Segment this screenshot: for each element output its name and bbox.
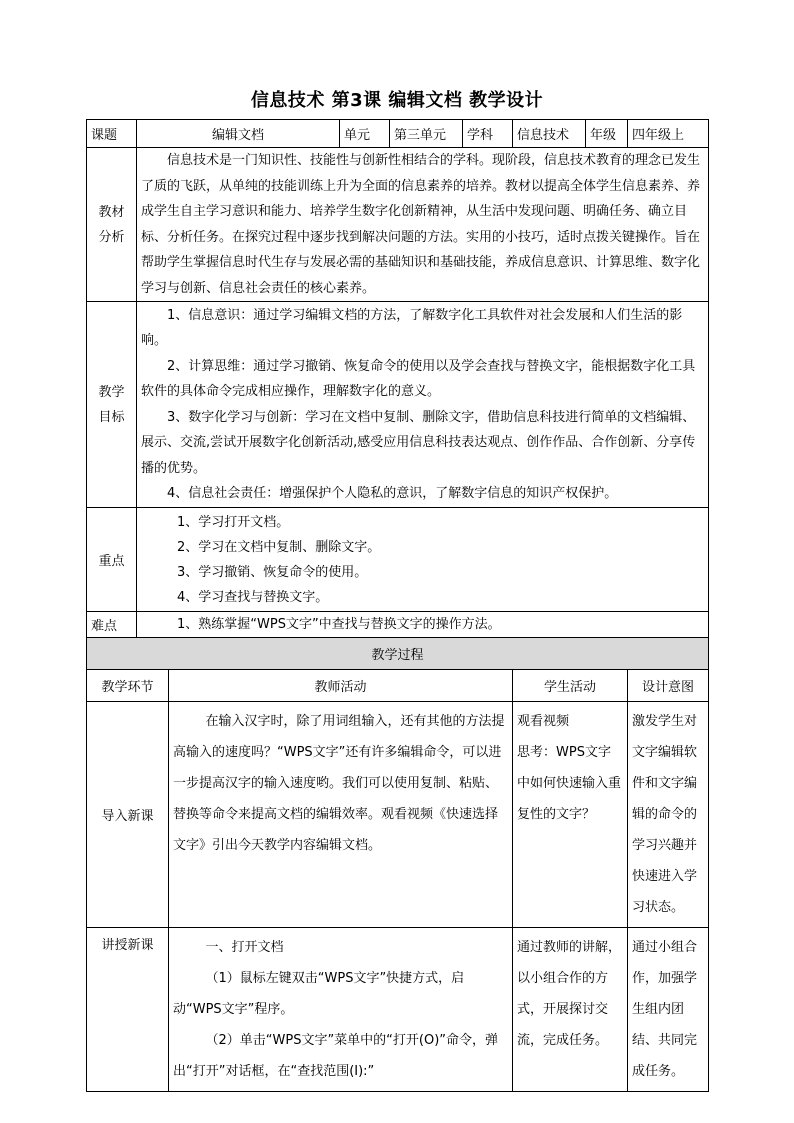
process-columns-row [87,670,709,702]
column-header-intent: 设计意图 [628,670,709,702]
process-header: 教学过程 [87,638,709,670]
grade-value: 四年级上 [628,120,709,148]
key-points-label: 重点 [87,508,137,612]
objectives-list-cell [137,302,709,508]
student-activity-cell [513,702,628,928]
stage-cell: 导入新课 [87,702,169,928]
subject-value: 信息技术 [513,120,586,148]
key-points-row [87,508,709,612]
objectives-label: 教学 目标 [87,302,137,508]
key-point-item: 3、学习撤销、恢复命令的使用。 [177,564,368,580]
grade-label: 年级 [586,120,628,148]
teacher-activity-cell [169,928,513,1092]
design-intent-cell [628,702,709,928]
column-header-student: 学生活动 [513,670,628,702]
key-points-list [137,508,709,612]
teacher-activity-text: （1）鼠标左键双击“WPS文字”快捷方式，启动“WPS文字”程序。 [173,971,465,1017]
process-header-row [87,638,709,670]
unit-value: 第三单元 [390,120,463,148]
analysis-text: 信息技术是一门知识性、技能性与创新性相结合的学科。现阶段，信息技术教育的理念已发生了质的飞跃，从单纯的技能训练上升为全面的信息素养的培养。教材以提高全体学生信息素养、养成学生自主学习意识和能力、培养学生数字化创新精神，从生活中发现问题、明确任务、确立目标、分析任务。在探究过程中逐步找到解决问题的方法。实用的小技巧，适时点拨关键操作。旨在帮助学生掌握信息时代生存与发展必需的基础知识和基础技能，养成信息意识、计算思维、数字化学习与创新、信息社会责任的核心素养。 [141,153,701,296]
analysis-text-cell [137,148,709,302]
lesson-plan-table [86,119,709,1092]
process-row-intro [87,702,709,928]
unit-label: 单元 [340,120,390,148]
key-point-item: 1、学习打开文档。 [177,514,290,530]
teacher-activity-text: 在输入汉字时，除了用词组输入，还有其他的方法提高输入的速度吗？“WPS文字”还有许多编辑命令，可以进一步提高汉字的输入速度哟。我们可以使用复制、粘贴、替换等命令来提高文档的编辑效率。观看视频《快速选择文字》引出今天教学内容编辑文档。 [173,714,505,853]
teacher-activity-text: （2）单击“WPS文字”菜单中的“打开(O)”命令，弹出“打开”对话框，在“查找范围(I):” [173,1033,499,1079]
design-intent-text: 通过小组合作，加强学生组内团结、共同完成任务。 [632,940,698,1079]
topic-label: 课题 [87,120,137,148]
design-intent-text: 激发学生对文字编辑软件和文字编辑的命令的学习兴趣并快速进入学习状态。 [632,714,698,915]
teacher-activity-cell [169,702,513,928]
difficulty-text-cell [137,612,709,638]
objective-item: 4、信息社会责任：增强保护个人隐私的意识，了解数字信息的知识产权保护。 [167,486,618,501]
info-row [87,120,709,148]
student-activity-cell [513,928,628,1092]
subject-label: 学科 [463,120,513,148]
objectives-row [87,302,709,508]
student-activity-text: 观看视频 [517,714,570,729]
objective-item: 1、信息意识：通过学习编辑文档的方法，了解数字化工具软件对社会发展和人们生活的影响。 [141,307,683,348]
key-point-item: 2、学习在文档中复制、删除文字。 [177,539,381,555]
column-header-stage: 教学环节 [87,670,169,702]
column-header-teacher: 教师活动 [169,670,513,702]
teacher-activity-text: 一、打开文档 [205,940,284,955]
objective-item: 2、计算思维：通过学习撤销、恢复命令的使用以及学会查找与替换文字，能根据数字化工具软件的具体命令完成相应操作，理解数字化的意义。 [141,358,696,399]
design-intent-cell [628,928,709,1092]
stage-cell: 讲授新课 [87,928,169,1092]
analysis-label: 教材 分析 [87,148,137,302]
difficulty-text: 1、熟练掌握“WPS文字”中查找与替换文字的操作方法。 [177,617,501,632]
topic-value: 编辑文档 [137,120,340,148]
objective-item: 3、数字化学习与创新：学习在文档中复制、删除文字，借助信息科技进行简单的文档编辑、展示、交流,尝试开展数字化创新活动,感受应用信息科技表达观点、创作作品、合作创新、分享传播的优势。 [141,409,696,476]
key-point-item: 4、学习查找与替换文字。 [177,589,329,605]
difficulty-row [87,612,709,638]
difficulty-label: 难点 [87,612,137,638]
document-title: 信息技术 第3课 编辑文档 教学设计 [250,90,544,111]
student-activity-text: 思考：WPS文字中如何快速输入重复性的文字？ [517,745,622,822]
student-activity-text: 通过教师的讲解，以小组合作的方式，开展探讨交流，完成任务。 [517,940,622,1048]
analysis-row [87,148,709,302]
process-row-new-lesson [87,928,709,1092]
